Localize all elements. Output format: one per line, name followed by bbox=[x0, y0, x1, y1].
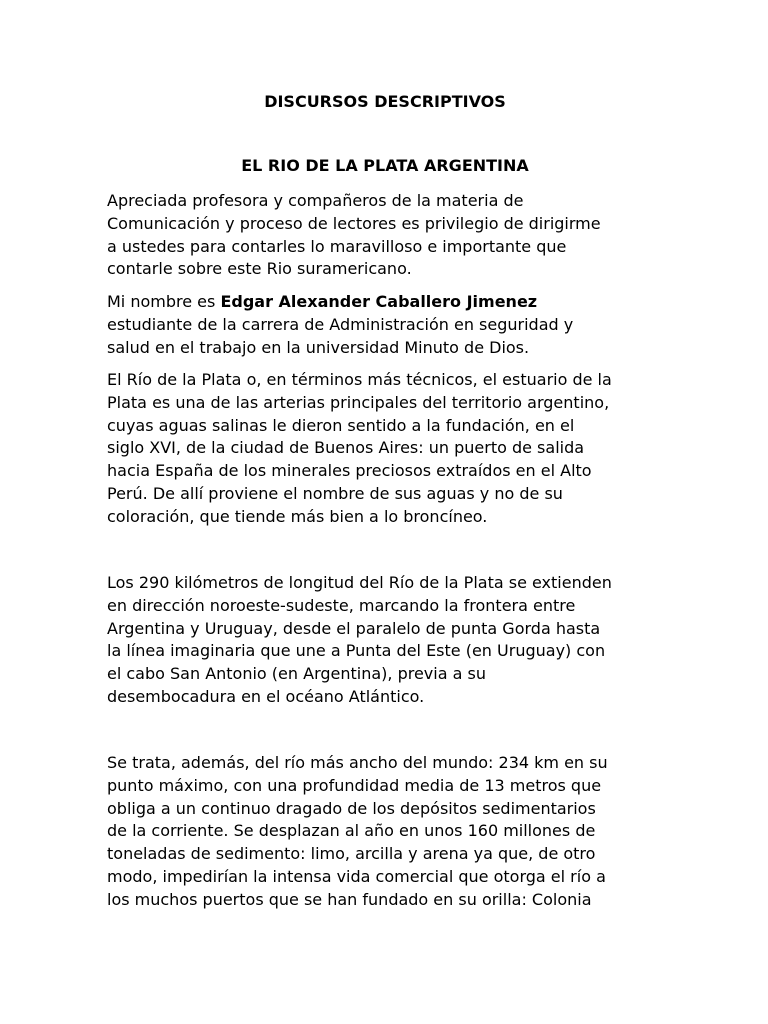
paragraph-width bbox=[107, 752, 667, 912]
paragraph-line: a ustedes para contarles lo maravilloso e importante que bbox=[107, 236, 567, 256]
paragraph-line: modo, impedirían la intensa vida comercial que otorga el río a bbox=[107, 866, 606, 886]
paragraph-line: Se trata, además, del río más ancho del mundo: 234 km en su bbox=[107, 753, 608, 772]
paragraph-line: Argentina y Uruguay, desde el paralelo de punta Gorda hasta bbox=[107, 618, 601, 638]
paragraph-introduction bbox=[107, 291, 667, 359]
paragraph-line: contarle sobre este Rio suramericano. bbox=[107, 259, 412, 279]
paragraph-line bbox=[107, 291, 667, 314]
paragraph-history bbox=[107, 369, 667, 529]
paragraph-greeting bbox=[107, 190, 667, 281]
paragraph-line: Plata es una de las arterias principales del territorio argentino, bbox=[107, 392, 610, 412]
intro-prefix: Mi nombre es bbox=[107, 292, 221, 311]
paragraph-line: Comunicación y proceso de lectores es privilegio de dirigirme bbox=[107, 213, 601, 233]
paragraph-line: los muchos puertos que se han fundado en su orilla: Colonia bbox=[107, 889, 592, 909]
paragraph-line: coloración, que tiende más bien a lo broncíneo. bbox=[107, 506, 488, 526]
paragraph-line: en dirección noroeste-sudeste, marcando la frontera entre bbox=[107, 595, 576, 615]
paragraph-line: hacia España de los minerales preciosos extraídos en el Alto bbox=[107, 461, 592, 481]
paragraph-line: Los 290 kilómetros de longitud del Río de la Plata se extienden bbox=[107, 573, 612, 592]
paragraph-geography bbox=[107, 572, 667, 709]
paragraph-line: la línea imaginaria que une a Punta del Este (en Uruguay) con bbox=[107, 641, 606, 661]
paragraph-line: el cabo San Antonio (en Argentina), previa a su bbox=[107, 664, 486, 684]
document-title: DISCURSOS DESCRIPTIVOS bbox=[264, 92, 506, 111]
paragraph-line: punto máximo, con una profundidad media de 13 metros que bbox=[107, 775, 602, 795]
paragraph-line: de la corriente. Se desplazan al año en unos 160 millones de bbox=[107, 821, 596, 841]
paragraph-line: El Río de la Plata o, en términos más técnicos, el estuario de la bbox=[107, 370, 612, 389]
paragraph-line: desembocadura en el océano Atlántico. bbox=[107, 686, 425, 706]
paragraph-line: Apreciada profesora y compañeros de la materia de bbox=[107, 191, 524, 210]
author-name: Edgar Alexander Caballero Jimenez bbox=[220, 292, 538, 311]
paragraph-line: salud en el trabajo en la universidad Minuto de Dios. bbox=[107, 337, 530, 357]
paragraph-line: toneladas de sedimento: limo, arcilla y arena ya que, de otro bbox=[107, 844, 596, 864]
paragraph-line: cuyas aguas salinas le dieron sentido a la fundación, en el bbox=[107, 415, 575, 435]
document-subtitle: EL RIO DE LA PLATA ARGENTINA bbox=[241, 156, 529, 175]
paragraph-line: estudiante de la carrera de Administración en seguridad y bbox=[107, 314, 574, 334]
paragraph-line: siglo XVI, de la ciudad de Buenos Aires: un puerto de salida bbox=[107, 438, 585, 458]
paragraph-line: Perú. De allí proviene el nombre de sus aguas y no de su bbox=[107, 483, 563, 503]
paragraph-line: obliga a un continuo dragado de los depósitos sedimentarios bbox=[107, 798, 596, 818]
